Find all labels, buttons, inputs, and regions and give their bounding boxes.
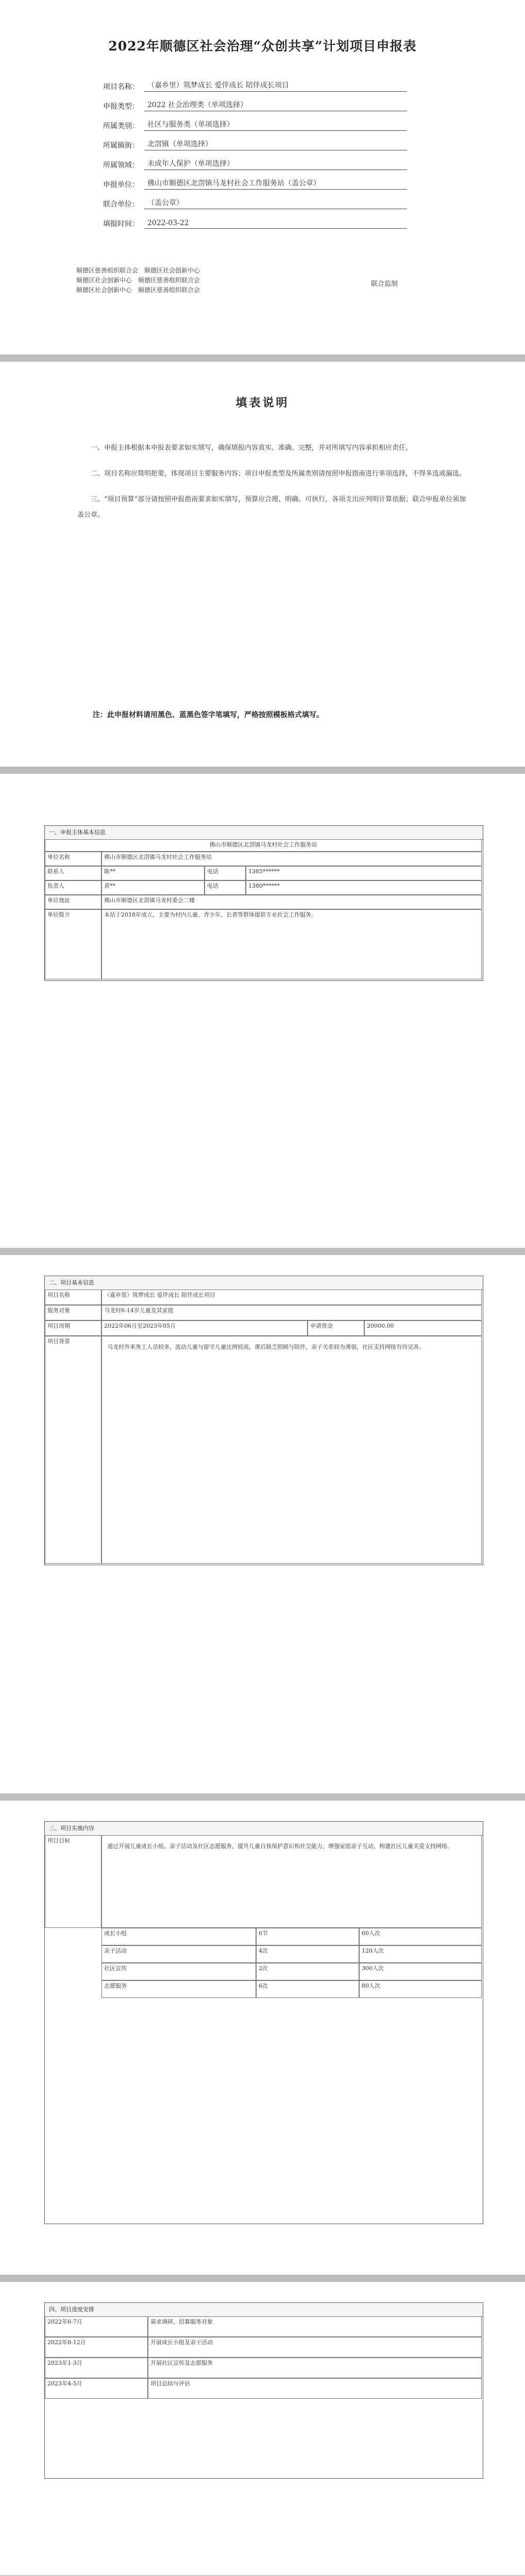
- implementation-table: 三、项目实施内容 项目目标 通过开展儿童成长小组、亲子活动及社区志愿服务，提升儿童自我保护意识和社交能力，增强家庭亲子互动，构建社区儿童关爱支持网络。 成长小组 6节 60人次 亲子活动 4次 120人次 社区宣传 2次 300人次 志愿服务 6次 80人次: [44, 1821, 483, 2224]
- field-row: 申报类型： 2022 社会治理类（单项选择）: [77, 92, 407, 111]
- field-row: 申报单位： 佛山市顺德区北滘镇马龙村社会工作服务站（盖公章）: [77, 170, 407, 190]
- project-table: 二、项目基本信息 项目名称 （嘉乡里）筑梦成长 爱伴成长 陪伴成长项目 服务对象 马龙村6-14岁儿童及其家庭 项目周期 2022年06月至2023年05月 申请资金 20000.00 项目背景 马龙村外来务工人员较多，流动儿童与留守儿童比例较高，课后缺乏照顾与陪伴，亲子关系较为薄弱，社区支持网络有待完善。: [44, 1276, 483, 1565]
- cover-page: [0, 0, 525, 361]
- organizer-notice: 顺德区慈善组织联合会 顺德区社会创新中心 顺德区社会创新中心 顺德区慈善组织联合会 顺德区社会创新中心 顺德区慈善组织联合会: [76, 267, 200, 294]
- field-row: 所属类别： 社区与服务类（单项选择）: [77, 111, 407, 131]
- field-row: 联合单位： （盖公章）: [77, 190, 407, 209]
- schedule-page: [0, 2282, 525, 2575]
- project-info-page: [0, 1255, 525, 1793]
- page-divider: [0, 1248, 525, 1255]
- page-divider: [0, 1793, 525, 1801]
- instructions-page: [0, 363, 525, 765]
- instructions-title: 填表说明: [235, 396, 290, 410]
- schedule-table: 四、项目进度安排 2022年6-7月 需求调研、招募服务对象 2022年8-12月 开展成长小组及亲子活动 2023年1-3月 开展社区宣传及志愿服务 2023年4-5月 项目总结与评估: [44, 2302, 483, 2479]
- field-row: 所属镇街： 北滘镇（单项选择）: [77, 131, 407, 150]
- instructions-body: 一、申报主体根据本申报表要求如实填写，确保填报内容真实、准确、完整，并对所填写内容承担相应责任。 二、项目名称应简明扼要，体现项目主要服务内容；项目申报类型及所属类别请按照申报指南进行单项选择，不得多选或漏选。 三、“项目预算”部分请按照申报指南要求如实填写，预算应合理、明确、可执行，各项支出应列明计算依据；联合申报单位须加盖公章。: [77, 444, 466, 519]
- applicant-info-page: [0, 774, 525, 1248]
- page-divider: [0, 354, 525, 362]
- joint-supervision: 联合监制: [371, 280, 398, 288]
- field-row: 所属领域： 未成年人保护（单项选择）: [77, 150, 407, 170]
- cover-fields: [77, 72, 407, 229]
- field-row: 项目名称： （嘉乡里）筑梦成长 爱伴成长 陪伴成长项目: [77, 72, 407, 92]
- table-subheader: 佛山市顺德区北滘镇马龙村社会工作服务站: [45, 839, 482, 852]
- page-divider: [0, 767, 525, 774]
- field-row: 填报时间： 2022-03-22: [77, 209, 407, 229]
- instructions-note: 注：此申报材料请用黑色、蓝黑色签字笔填写，严格按照模板格式填写。: [93, 711, 324, 719]
- page-divider: [0, 2275, 525, 2282]
- applicant-table: 一、申报主体基本信息 佛山市顺德区北滘镇马龙村社会工作服务站 单位名称 佛山市顺德区北滘镇马龙村社会工作服务站 联系人 陈** 电话 1385****** 负责人 黄** 电话 1380****** 单位地址 佛山市顺德区北滘镇马龙村委会二楼 单位简介 本站于2018年成立，主要为村内儿童、青少年、长者等群体提供专业社会工作服务。: [44, 825, 483, 981]
- cover-title: 2022年顺德区社会治理“众创共享”计划项目申报表: [108, 39, 417, 54]
- implementation-page: [0, 1801, 525, 2275]
- table-header: 一、申报主体基本信息: [45, 826, 483, 840]
